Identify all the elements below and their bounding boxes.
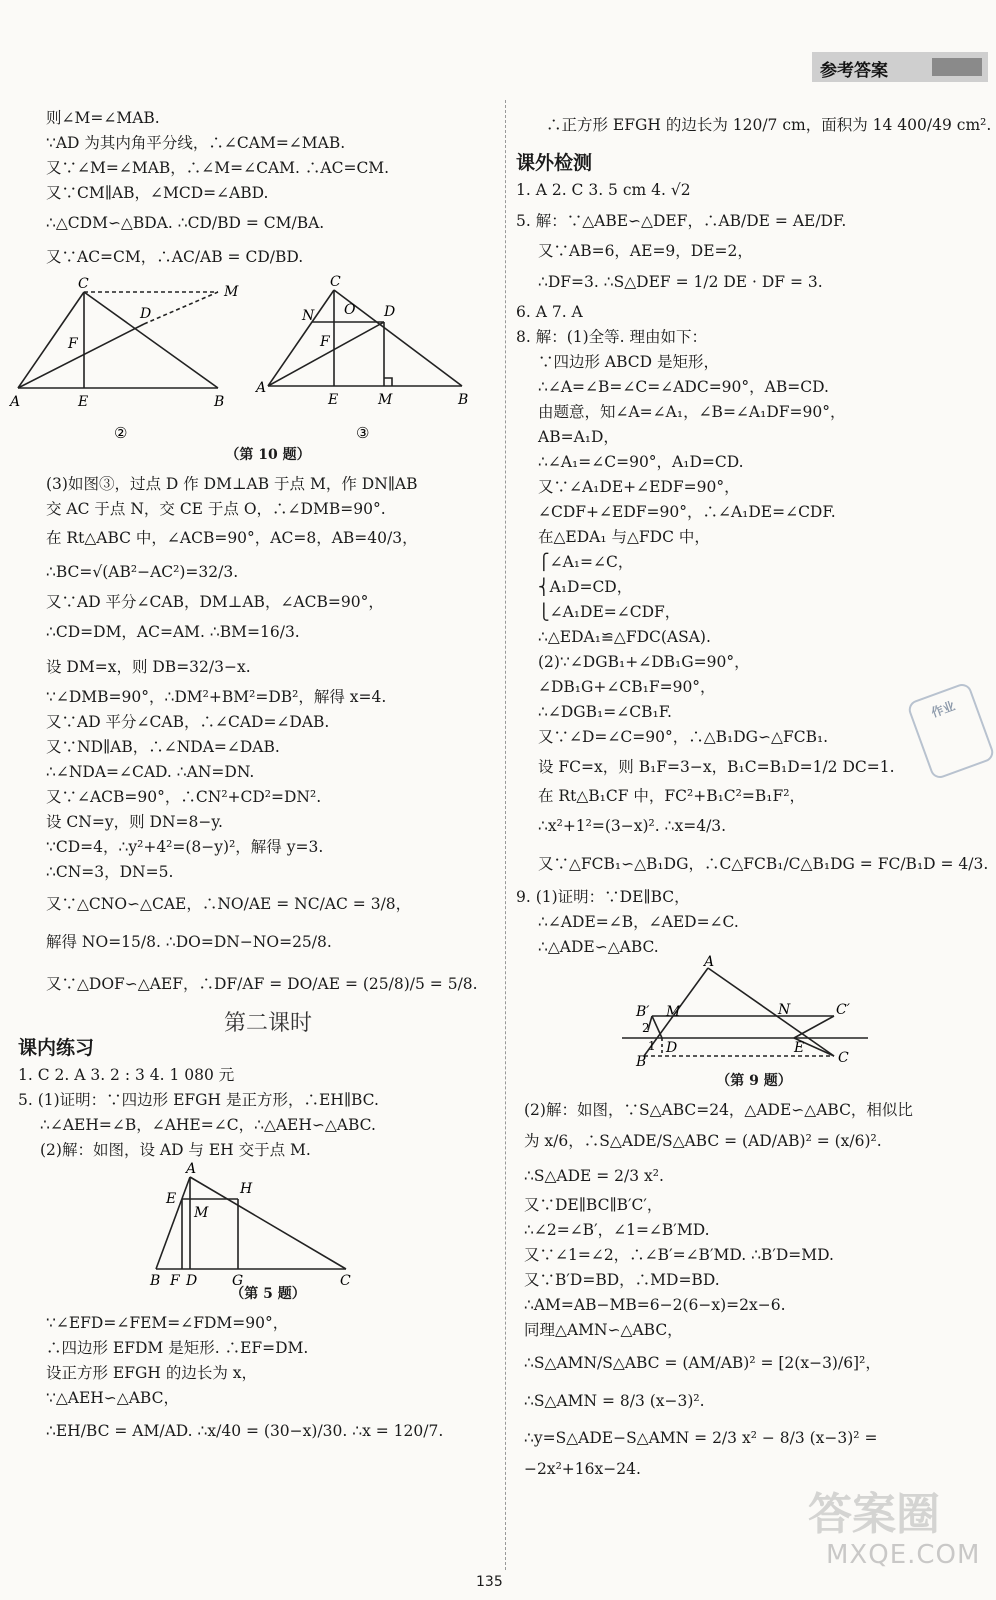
text-line: ⎩∠A₁DE=∠CDF， bbox=[538, 603, 681, 621]
fig9-point-d: D bbox=[666, 1040, 678, 1056]
fig2-point-m: M bbox=[224, 284, 239, 300]
fig5-point-m: M bbox=[194, 1205, 209, 1221]
right-column bbox=[516, 106, 992, 1482]
left-block-c bbox=[18, 1063, 490, 1163]
text-line: 又∵AD 平分∠CAB，DM⊥AB，∠ACB=90°， bbox=[46, 593, 384, 611]
text-line: ∴△CDM∽△BDA. ∴CD/BD = CM/BA. bbox=[46, 214, 325, 232]
text-line: 又∵B′D=BD，∴MD=BD. bbox=[524, 1271, 720, 1289]
text-line: ∴四边形 EFDM 是矩形. ∴EF=DM. bbox=[46, 1339, 309, 1357]
text-line: 又∵△CNO∽△CAE，∴NO/AE = NC/AC = 3/8， bbox=[46, 895, 412, 913]
text-line: ∴S△ADE = 2/3 x². bbox=[524, 1167, 664, 1185]
fig2-label: ② bbox=[114, 424, 128, 442]
text-line: 又∵ND∥AB，∴∠NDA=∠DAB. bbox=[46, 738, 280, 756]
text-line: 又∵△FCB₁∽△B₁DG，∴C△FCB₁/C△B₁DG = FC/B₁D = 4/3. bbox=[538, 855, 989, 873]
page-number: 135 bbox=[476, 1574, 503, 1590]
fig2-point-e: E bbox=[78, 394, 89, 410]
fig5-point-d: D bbox=[186, 1273, 198, 1289]
text-line: ∴S△AMN/S△ABC = (AM/AB)² = [2(x−3)/6]²， bbox=[524, 1354, 881, 1372]
text-line: 又∵AD 平分∠CAB，∴∠CAD=∠DAB. bbox=[46, 713, 330, 731]
text-line: ∴y=S△ADE−S△AMN = 2/3 x² − 8/3 (x−3)² = bbox=[524, 1429, 878, 1447]
fig5-point-b: B bbox=[150, 1273, 161, 1289]
fig9-angle-1: 1 bbox=[648, 1039, 656, 1053]
text-line: ∴∠A₁=∠C=90°，A₁D=CD. bbox=[538, 453, 744, 471]
text-line: ∴△ADE∽△ABC. bbox=[538, 938, 659, 956]
fig9-point-c: C bbox=[838, 1050, 849, 1066]
text-line: ∴CD=DM，AC=AM. ∴BM=16/3. bbox=[46, 623, 300, 641]
text-line: ∴CN=3，DN=5. bbox=[46, 863, 174, 881]
figure-9-caption: （第 9 题） bbox=[716, 1073, 792, 1089]
fig9-point-m: M bbox=[666, 1004, 681, 1020]
figure-10-caption: （第 10 题） bbox=[225, 447, 311, 463]
text-line: 由题意，知∠A=∠A₁，∠B=∠A₁DF=90°， bbox=[538, 403, 846, 421]
text-line: 又∵∠D=∠C=90°，∴△B₁DG∽△FCB₁. bbox=[538, 728, 829, 746]
fig5-point-a: A bbox=[186, 1161, 197, 1177]
fig3-point-b: B bbox=[458, 392, 469, 408]
figure-9-diagram bbox=[622, 968, 868, 1056]
text-line: (2)∵∠DGB₁+∠DB₁G=90°， bbox=[538, 653, 750, 671]
text-line: 设 FC=x，则 B₁F=3−x，B₁C=B₁D=1/2 DC=1. bbox=[538, 758, 895, 776]
fig3-point-a: A bbox=[256, 380, 267, 396]
text-line: AB=A₁D， bbox=[538, 428, 619, 446]
right-block-b bbox=[516, 178, 989, 960]
text-line: ∵四边形 ABCD 是矩形， bbox=[538, 353, 720, 371]
figure-9 bbox=[524, 954, 964, 1070]
fig5-point-e: E bbox=[166, 1191, 177, 1207]
text-line: 在 Rt△B₁CF 中，FC²+B₁C²=B₁F²， bbox=[538, 787, 805, 805]
text-line: ∵CD=4，∴y²+4²=(8−y)²，解得 y=3. bbox=[46, 838, 324, 856]
text-line: ∴∠2=∠B′，∠1=∠B′MD. bbox=[524, 1221, 710, 1239]
fig3-point-c: C bbox=[330, 274, 341, 290]
text-line: 设 DM=x，则 DB=32/3−x. bbox=[46, 658, 251, 676]
text-line: 解得 NO=15/8. ∴DO=DN−NO=25/8. bbox=[46, 933, 332, 951]
text-line: 5. 解：∵△ABE∽△DEF，∴AB/DE = AE/DF. bbox=[516, 212, 847, 230]
text-line: 1. C 2. A 3. 2 : 3 4. 1 080 元 bbox=[18, 1066, 235, 1084]
lesson-title: 第二课时 bbox=[223, 1011, 312, 1036]
text-line: 1. A 2. C 3. 5 cm 4. √2 bbox=[516, 181, 691, 199]
text-line: 设正方形 EFGH 的边长为 x， bbox=[46, 1364, 257, 1382]
fig9-point-c-prime: C′ bbox=[836, 1002, 850, 1018]
text-line: ∴∠DGB₁=∠CB₁F. bbox=[538, 703, 672, 721]
text-line: ∵△AEH∽△ABC， bbox=[46, 1389, 179, 1407]
fig5-point-c: C bbox=[340, 1273, 351, 1289]
left-block-b bbox=[46, 472, 490, 1007]
text-line: ∠CDF+∠EDF=90°，∴∠A₁DE=∠CDF. bbox=[538, 503, 836, 521]
figure-5-caption: （第 5 题） bbox=[230, 1286, 306, 1302]
text-line: (2)解：如图，∵S△ABC=24，△ADE∽△ABC，相似比 bbox=[524, 1101, 913, 1119]
text-line: 又∵AC=CM，∴AC/AB = CD/BD. bbox=[46, 248, 304, 266]
fig3-point-o: O bbox=[344, 302, 356, 318]
fig2-point-d: D bbox=[140, 306, 152, 322]
text-line: 则∠M=∠MAB. bbox=[46, 109, 160, 127]
text-line: 又∵∠A₁DE+∠EDF=90°， bbox=[538, 478, 740, 496]
fig9-point-n: N bbox=[778, 1002, 791, 1018]
fig9-angle-2: 2 bbox=[642, 1021, 650, 1035]
figure-5 bbox=[46, 1161, 486, 1289]
stamp-text: 作业 bbox=[929, 698, 957, 721]
left-block-d bbox=[46, 1311, 490, 1451]
text-line: ∴x²+1²=(3−x)². ∴x=4/3. bbox=[538, 817, 727, 835]
text-line: 又∵DE∥BC∥B′C′， bbox=[524, 1196, 663, 1214]
fig3-label: ③ bbox=[356, 424, 370, 442]
text-line: 交 AC 于点 N，交 CE 于点 O，∴∠DMB=90°. bbox=[46, 500, 386, 518]
right-block-c bbox=[524, 1098, 984, 1482]
text-line: (3)如图③，过点 D 作 DM⊥AB 于点 M，作 DN∥AB bbox=[46, 475, 418, 493]
text-line: 为 x/6，∴S△ADE/S△ABC = (AD/AB)² = (x/6)². bbox=[524, 1132, 882, 1150]
watermark-logo: 答案圈 bbox=[808, 1489, 940, 1540]
text-line: ∴正方形 EFGH 的边长为 120/7 cm，面积为 14 400/49 cm². bbox=[546, 116, 992, 134]
text-line: 同理△AMN∽△ABC， bbox=[524, 1321, 683, 1339]
fig3-point-d: D bbox=[384, 304, 396, 320]
text-line: ∴AM=AB−MB=6−2(6−x)=2x−6. bbox=[524, 1296, 786, 1314]
section-title-after-class: 课外检测 bbox=[516, 152, 593, 174]
text-line: 又∵∠M=∠MAB，∴∠M=∠CAM. ∴AC=CM. bbox=[46, 159, 390, 177]
watermark-url: MXQE.COM bbox=[826, 1540, 981, 1570]
text-line: ∵∠DMB=90°，∴DM²+BM²=DB²，解得 x=4. bbox=[46, 688, 387, 706]
text-line: ∴∠ADE=∠B，∠AED=∠C. bbox=[538, 913, 739, 931]
text-line: ⎨A₁D=CD， bbox=[538, 578, 633, 596]
fig9-point-a: A bbox=[704, 954, 715, 970]
fig2-point-c: C bbox=[78, 276, 89, 292]
header-label: 参考答案 bbox=[820, 61, 888, 81]
fig3-point-e: E bbox=[328, 392, 339, 408]
text-line: 在 Rt△ABC 中，∠ACB=90°，AC=8，AB=40/3， bbox=[46, 529, 418, 547]
text-line: ∵∠EFD=∠FEM=∠FDM=90°， bbox=[46, 1314, 289, 1332]
text-line: ∵AD 为其内角平分线，∴∠CAM=∠MAB. bbox=[46, 134, 346, 152]
text-line: ∴DF=3. ∴S△DEF = 1/2 DE · DF = 3. bbox=[538, 273, 823, 291]
text-line: 5. (1)证明：∵四边形 EFGH 是正方形，∴EH∥BC. bbox=[18, 1091, 379, 1109]
text-line: ∴∠NDA=∠CAD. ∴AN=DN. bbox=[46, 763, 255, 781]
text-line: 又∵CM∥AB，∠MCD=∠ABD. bbox=[46, 184, 269, 202]
text-line: ∴BC=√(AB²−AC²)=32/3. bbox=[46, 563, 239, 581]
text-line: −2x²+16x−24. bbox=[524, 1460, 641, 1478]
fig2-point-b: B bbox=[214, 394, 225, 410]
text-line: 9. (1)证明：∵DE∥BC， bbox=[516, 888, 690, 906]
fig3-point-f: F bbox=[320, 334, 330, 350]
text-line: 在△EDA₁ 与△FDC 中， bbox=[538, 528, 710, 546]
text-line: 8. 解：(1)全等. 理由如下： bbox=[516, 328, 708, 346]
fig2-point-a: A bbox=[10, 394, 21, 410]
column-divider bbox=[505, 100, 506, 1570]
left-column bbox=[10, 106, 490, 1451]
text-line: ⎧∠A₁=∠C， bbox=[538, 553, 634, 571]
text-line: 又∵△DOF∽△AEF，∴DF/AF = DO/AE = (25/8)/5 = 5/8. bbox=[46, 975, 478, 993]
fig2-point-f: F bbox=[68, 336, 78, 352]
fig5-point-g: G bbox=[232, 1273, 244, 1289]
text-line: ∴△EDA₁≌△FDC(ASA). bbox=[538, 628, 711, 646]
page-header bbox=[812, 52, 988, 82]
text-line: 又∵∠ACB=90°，∴CN²+CD²=DN². bbox=[46, 788, 322, 806]
fig3-point-m: M bbox=[378, 392, 393, 408]
text-line: 又∵∠1=∠2，∴∠B′=∠B′MD. ∴B′D=MD. bbox=[524, 1246, 834, 1264]
fig3-point-n: N bbox=[302, 308, 315, 324]
fig5-point-h: H bbox=[240, 1181, 253, 1197]
text-line: ∠DB₁G+∠CB₁F=90°， bbox=[538, 678, 716, 696]
header-decor-bar bbox=[932, 58, 982, 76]
figure-10 bbox=[10, 274, 486, 444]
text-line: ∴S△AMN = 8/3 (x−3)². bbox=[524, 1392, 705, 1410]
fig5-point-f: F bbox=[170, 1273, 180, 1289]
text-line: (2)解：如图，设 AD 与 EH 交于点 M. bbox=[40, 1141, 311, 1159]
text-line: 又∵AB=6，AE=9，DE=2， bbox=[538, 242, 753, 260]
left-block-a bbox=[46, 106, 490, 274]
text-line: 设 CN=y，则 DN=8−y. bbox=[46, 813, 223, 831]
fig9-point-b-prime: B′ bbox=[636, 1004, 650, 1020]
figure-10-diagram-3 bbox=[268, 290, 462, 386]
text-line: ∴∠AEH=∠B，∠AHE=∠C，∴△AEH∽△ABC. bbox=[40, 1116, 376, 1134]
section-title-in-class: 课内练习 bbox=[18, 1037, 95, 1059]
fig9-point-b: B bbox=[636, 1054, 647, 1070]
text-line: ∴∠A=∠B=∠C=∠ADC=90°，AB=CD. bbox=[538, 378, 829, 396]
fig9-point-e: E bbox=[794, 1040, 805, 1056]
figure-10-diagram-2 bbox=[18, 292, 218, 388]
text-line: 6. A 7. A bbox=[516, 303, 583, 321]
text-line: ∴EH/BC = AM/AD. ∴x/40 = (30−x)/30. ∴x = 120/7. bbox=[46, 1422, 444, 1440]
